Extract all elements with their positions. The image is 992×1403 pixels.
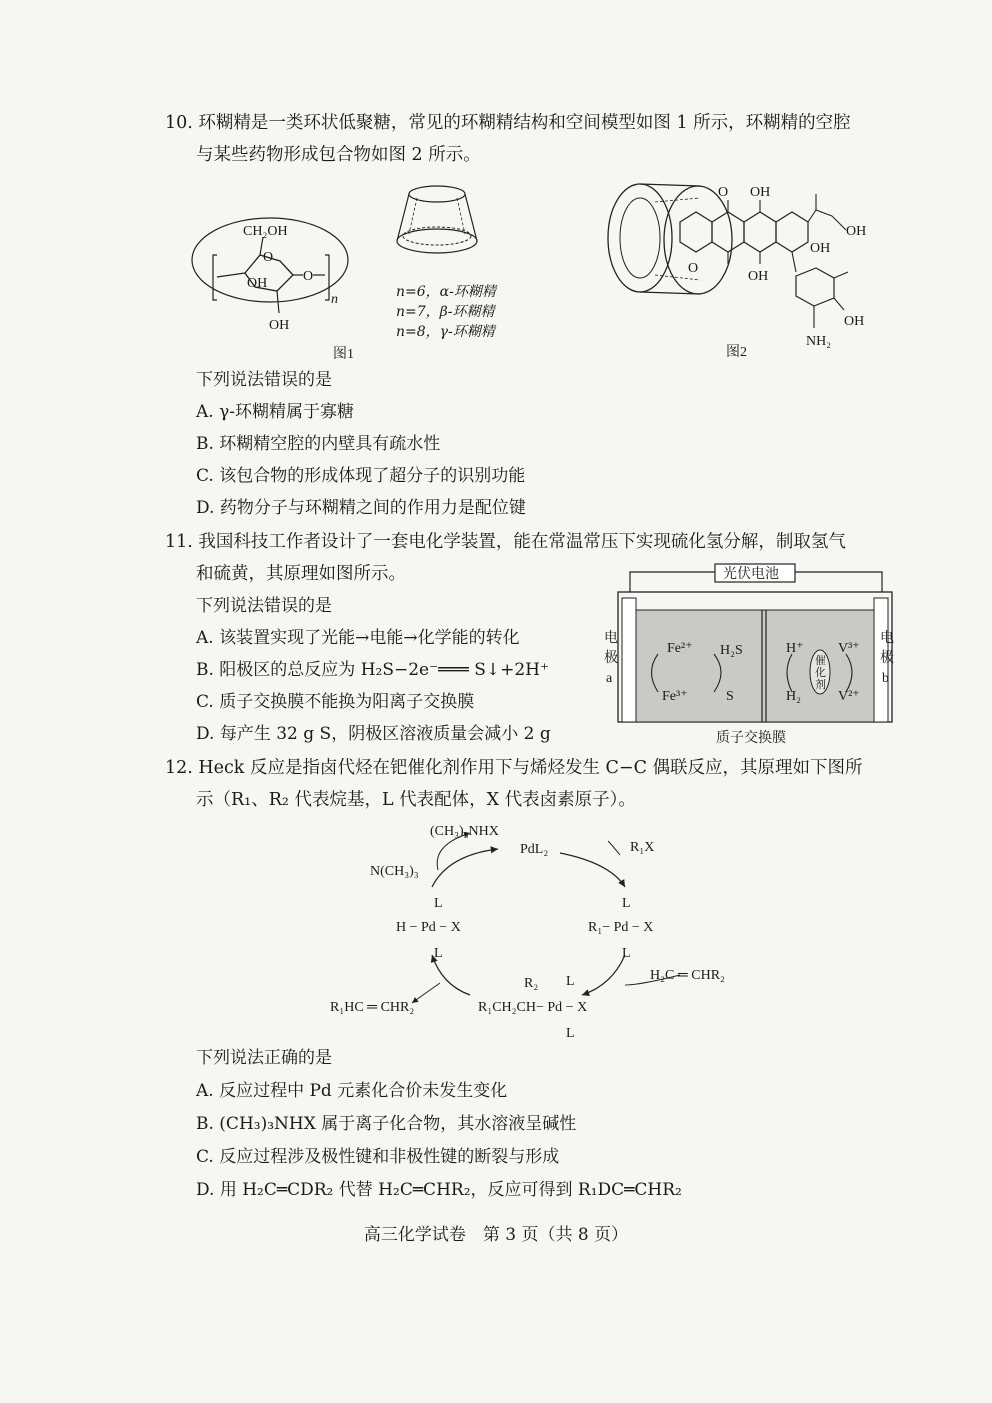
q12-stem-line1: 12. Heck 反应是指卤代烃在钯催化剂作用下与烯烃发生 C−C 偶联反应，其原理如下图所: [165, 758, 863, 778]
q10-option-a[interactable]: A. γ-环糊精属于寡糖: [196, 402, 354, 422]
fig2-oh-top: OH: [750, 185, 771, 200]
h2s-label: H₂S: [720, 643, 743, 658]
q10-option-c[interactable]: C. 该包合物的形成体现了超分子的识别功能: [196, 466, 526, 486]
fig2-keto-o: O: [718, 185, 729, 200]
cone-label-n6: n=6，α-环糊精: [396, 284, 496, 300]
q10-option-d[interactable]: D. 药物分子与环糊精之间的作用力是配位键: [196, 498, 526, 518]
electrode-b-char-1: 电: [880, 631, 894, 646]
catalyst-char-2: 化: [815, 667, 826, 679]
right-ligand-top: L: [622, 896, 631, 911]
figure-1-cyclodextrin-structure: [185, 195, 375, 365]
q11-option-d[interactable]: D. 每产生 32 g S，阴极区溶液质量会减小 2 g: [196, 724, 551, 744]
v3-label: V³⁺: [838, 641, 860, 656]
q12-option-b[interactable]: B. (CH₃)₃NHX 属于离子化合物，其水溶液呈碱性: [196, 1114, 577, 1134]
left-complex-label: H − Pd − X: [396, 920, 461, 935]
fe2-label: Fe²⁺: [667, 641, 693, 656]
r1x-label: R₁X: [630, 840, 655, 855]
bottom-r2-label: R₂: [524, 976, 539, 991]
left-ligand-bottom: L: [434, 946, 443, 961]
electrode-b-char-3: b: [882, 671, 889, 686]
q12-prompt: 下列说法正确的是: [196, 1048, 332, 1068]
fig2-oh-sugar: OH: [844, 314, 865, 329]
fig1-link-o-label: O: [303, 269, 314, 284]
bottom-ligand-bottom: L: [566, 1026, 575, 1041]
fig2-nh2: NH₂: [806, 334, 832, 349]
page-footer: 高三化学试卷 第 3 页（共 8 页）: [363, 1225, 629, 1245]
electrode-a-char-2: 极: [604, 651, 618, 666]
electrode-b-char-2: 极: [880, 651, 894, 666]
cone-label-n8: n=8，γ-环糊精: [396, 324, 495, 340]
fig2-oh-mid: OH: [810, 241, 831, 256]
fig1-ring-o-label: O: [263, 250, 274, 265]
heck-catalytic-cycle: [320, 815, 740, 1045]
fig1-caption: 图1: [333, 347, 354, 362]
fig2-oh-right: OH: [846, 224, 867, 239]
q11-option-b[interactable]: B. 阳极区的总反应为 H₂S−2e⁻═══ S↓+2H⁺: [196, 660, 549, 680]
catalyst-char-3: 剂: [815, 679, 826, 691]
q10-option-b[interactable]: B. 环糊精空腔的内壁具有疏水性: [196, 434, 441, 454]
figure-2-inclusion-complex: [600, 180, 890, 370]
fig2-oh-bottom: OH: [748, 269, 769, 284]
fig1-ch2oh-label: CH₂OH: [243, 224, 288, 239]
fig2-o-left: O: [688, 261, 699, 276]
q12-stem-line2: 示（R₁、R₂ 代表烷基，L 代表配体，X 代表卤素原子）。: [196, 790, 636, 810]
right-ligand-bottom: L: [622, 946, 631, 961]
q12-option-a[interactable]: A. 反应过程中 Pd 元素化合价未发生变化: [196, 1081, 508, 1101]
amine-label: N(CH₃)₃: [370, 864, 419, 879]
fig1-oh-label: OH: [247, 276, 268, 291]
electrode-a-char-3: a: [606, 671, 613, 686]
fe3-label: Fe³⁺: [662, 689, 688, 704]
sulfur-label: S: [726, 689, 734, 704]
h-plus-label: H⁺: [786, 641, 804, 656]
fig1-oh-bottom-label: OH: [269, 318, 290, 333]
photovoltaic-battery-label: 光伏电池: [723, 567, 779, 582]
h2-label: H₂: [786, 689, 801, 704]
q10-prompt: 下列说法错误的是: [196, 370, 332, 390]
right-complex-label: R₁− Pd − X: [588, 920, 654, 935]
amine-salt-label: (CH₃)₃NHX: [430, 824, 499, 839]
q12-option-c[interactable]: C. 反应过程涉及极性键和非极性键的断裂与形成: [196, 1147, 560, 1167]
bottom-ligand-top: L: [566, 974, 575, 989]
fig1-n-subscript: n: [331, 292, 338, 307]
catalyst-char-1: 催: [815, 655, 826, 667]
fig2-caption: 图2: [726, 345, 747, 360]
cone-label-n7: n=7，β-环糊精: [396, 304, 495, 320]
electrochemical-cell-diagram: [604, 562, 900, 747]
q11-stem-line2: 和硫黄，其原理如图所示。: [196, 564, 406, 584]
left-ligand-top: L: [434, 896, 443, 911]
q11-option-a[interactable]: A. 该装置实现了光能→电能→化学能的转化: [196, 628, 520, 648]
bottom-complex-label: R₁CH₂CH− Pd − X: [478, 1000, 588, 1015]
q10-stem-line1: 10. 环糊精是一类环状低聚糖，常见的环糊精结构和空间模型如图 1 所示，环糊精的空腔: [165, 113, 851, 133]
product-label: R₁HC ═ CHR₂: [330, 1000, 415, 1015]
q11-prompt: 下列说法错误的是: [196, 596, 332, 616]
v2-label: V²⁺: [838, 689, 860, 704]
alkene-label: H₂C ═ CHR₂: [650, 968, 725, 983]
q11-option-c[interactable]: C. 质子交换膜不能换为阳离子交换膜: [196, 692, 475, 712]
electrode-a-char-1: 电: [604, 631, 618, 646]
q10-stem-line2: 与某些药物形成包合物如图 2 所示。: [196, 145, 481, 165]
pdl2-label: PdL₂: [520, 842, 549, 857]
q11-stem-line1: 11. 我国科技工作者设计了一套电化学装置，能在常温常压下实现硫化氢分解，制取氢气: [165, 532, 846, 552]
q12-option-d[interactable]: D. 用 H₂C═CDR₂ 代替 H₂C═CHR₂，反应可得到 R₁DC═CHR₂: [196, 1180, 682, 1200]
proton-exchange-membrane-label: 质子交换膜: [716, 731, 786, 746]
